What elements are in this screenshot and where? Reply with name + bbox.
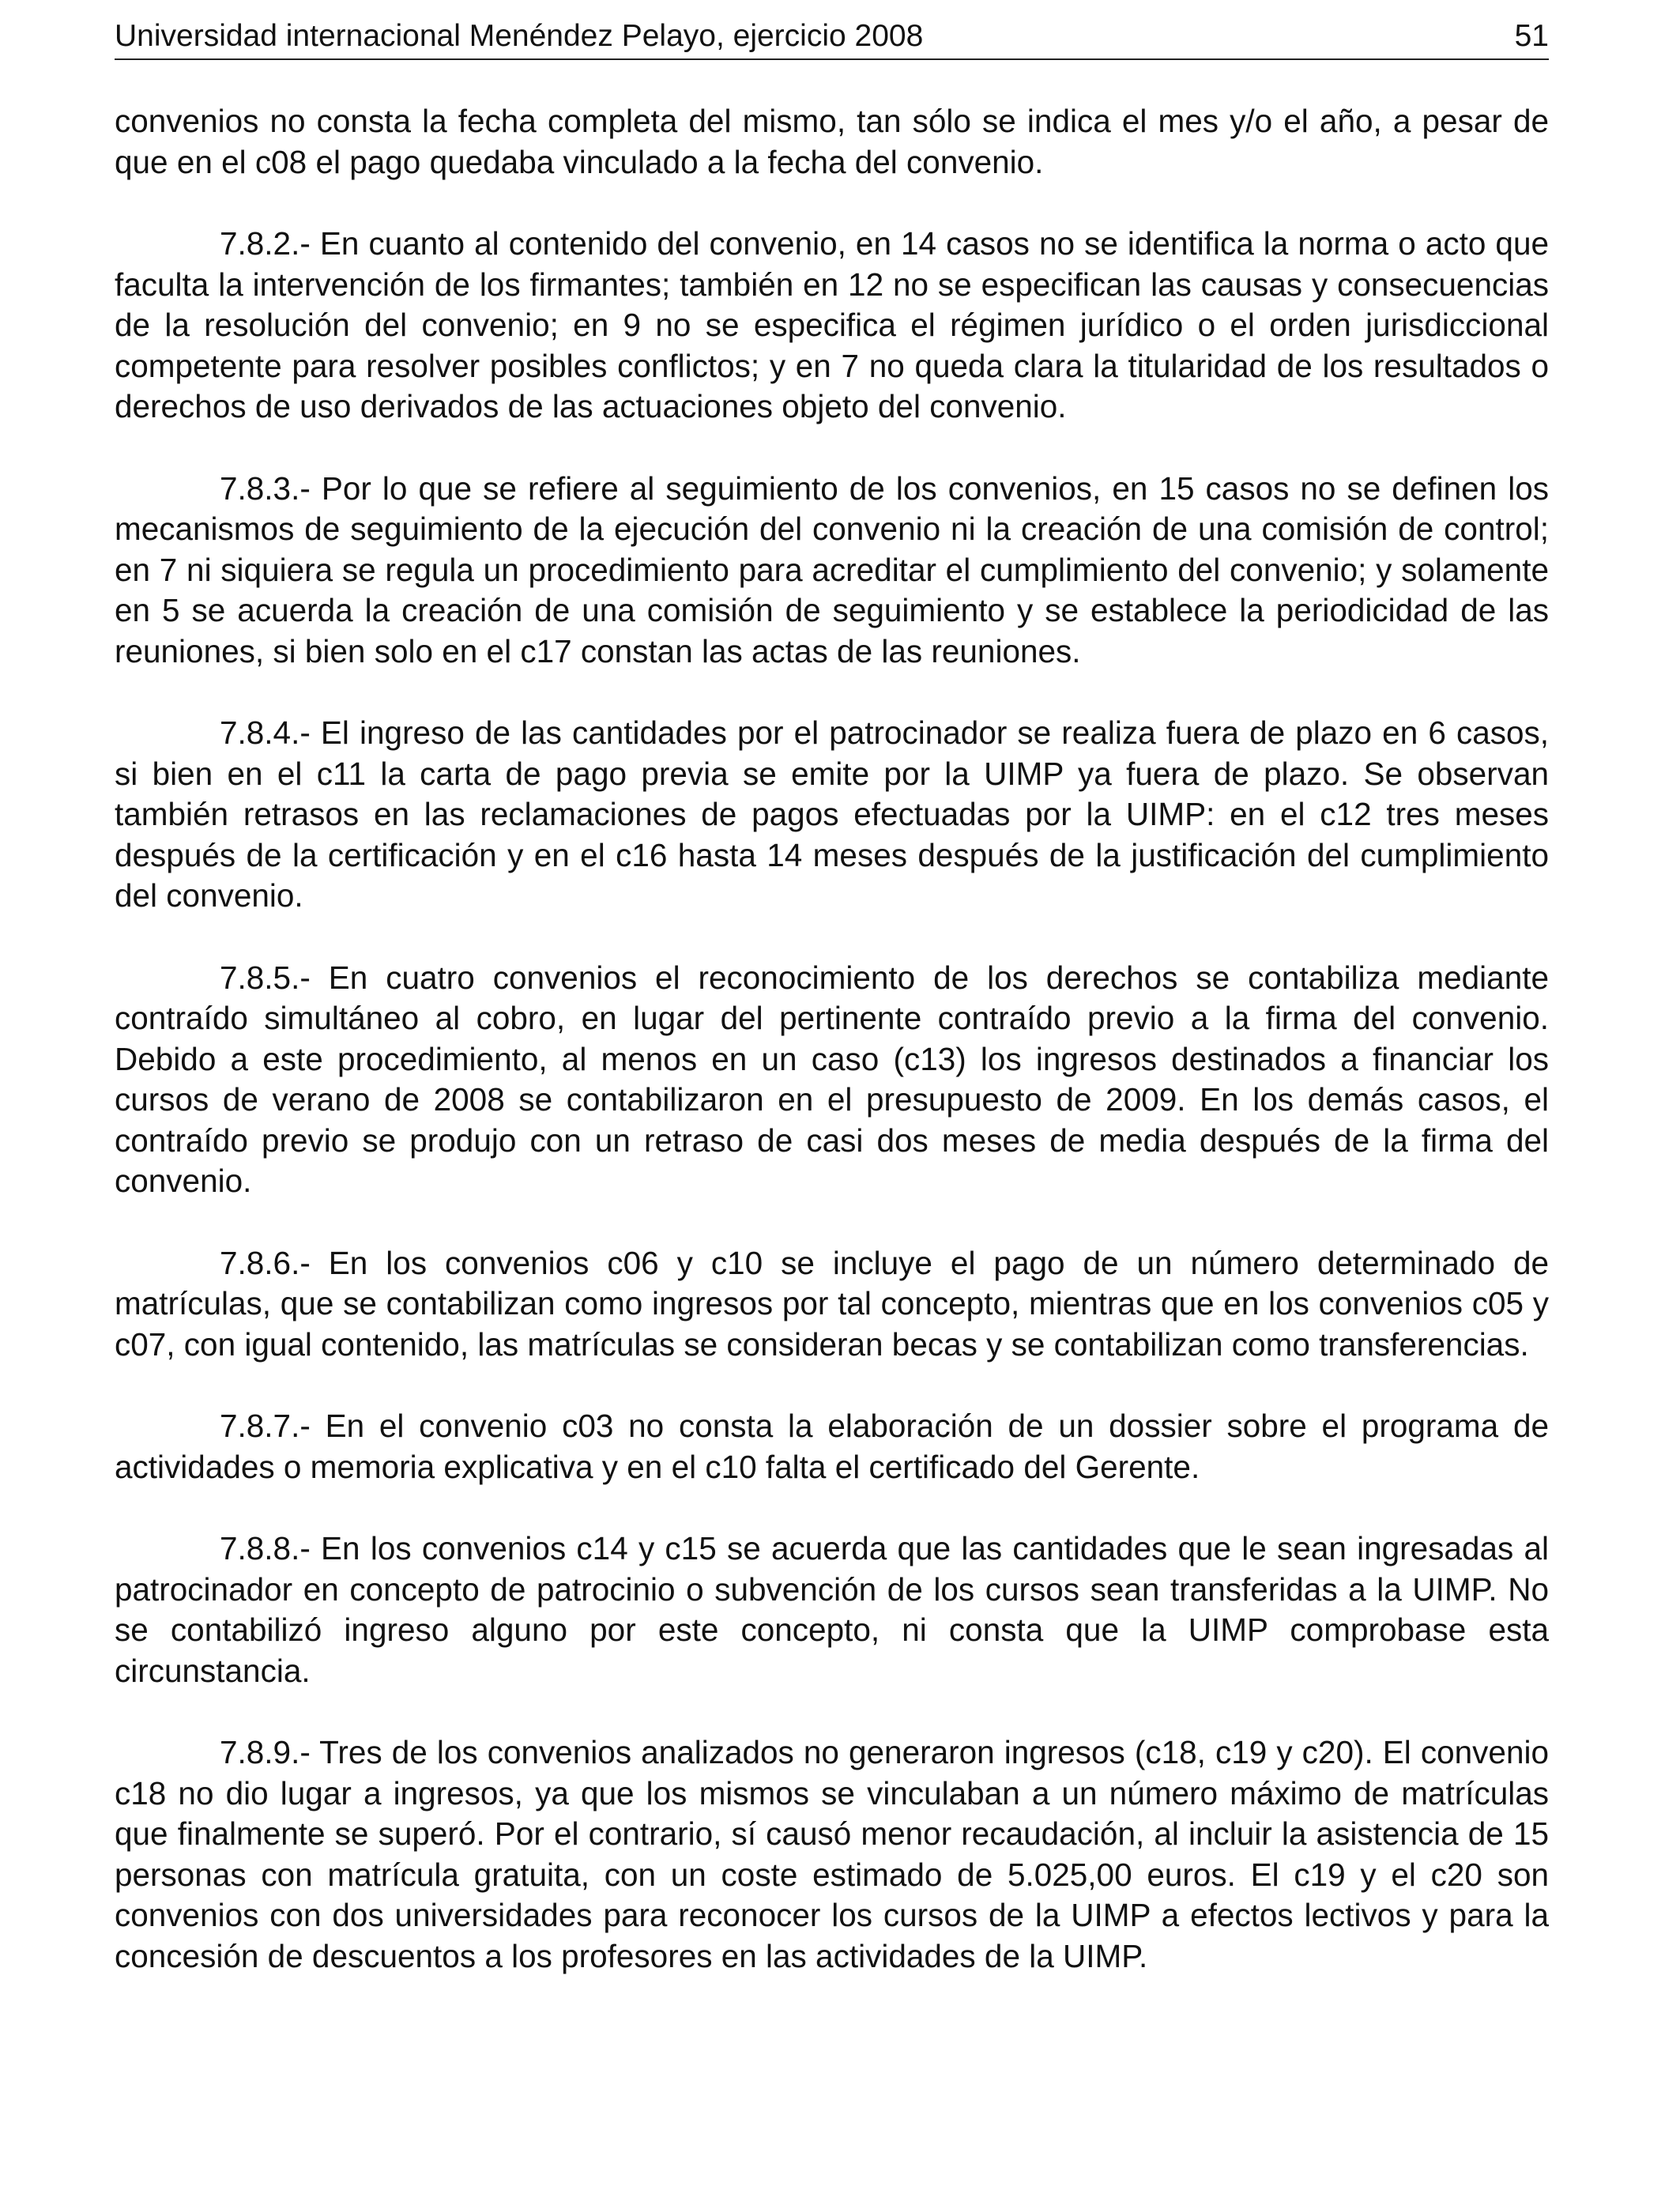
paragraph-7-8-8: 7.8.8.- En los convenios c14 y c15 se acuerda que las cantidades que le sean ingresadas al patrocinador en concepto de patrocinio o subvención de los cursos sean transferidas a la UIMP. No se contabilizó ingreso alguno por este concepto, ni consta que la UIMP comprobase esta circunstancia. (115, 1530, 1549, 1689)
page-number: 51 (1514, 19, 1549, 53)
paragraph-7-8-9: 7.8.9.- Tres de los convenios analizados no generaron ingresos (c18, c19 y c20). El convenio c18 no dio lugar a ingresos, ya que los mismos se vinculaban a un número máximo de matrículas que finalmente se superó. Por el contrario, sí causó menor recaudación, al incluir la asistencia de 15 personas con matrícula gratuita, con un coste estimado de 5.025,00 euros. El c19 y el c20 son convenios con dos universidades para reconocer los cursos de la UIMP a efectos lectivos y para la concesión de descuentos a los profesores en las actividades de la UIMP. (115, 1734, 1549, 1974)
page-header (115, 17, 1549, 60)
paragraph-7-8-6: 7.8.6.- En los convenios c06 y c10 se incluye el pago de un número determinado de matrículas, que se contabilizan como ingresos por tal concepto, mientras que en los convenios c05 y c07, con igual contenido, las matrículas se consideran becas y se contabilizan como transferencias. (115, 1244, 1549, 1363)
header-title: Universidad internacional Menéndez Pelayo, ejercicio 2008 (115, 19, 924, 53)
paragraph-7-8-3: 7.8.3.- Por lo que se refiere al seguimiento de los convenios, en 15 casos no se definen los mecanismos de seguimiento de la ejecución del convenio ni la creación de una comisión de control; en 7 ni siquiera se regula un procedimiento para acreditar el cumplimiento del convenio; y solamente en 5 se acuerda la creación de una comisión de seguimiento y se establece la periodicidad de las reuniones, si bien solo en el c17 constan las actas de las reuniones. (115, 469, 1549, 669)
document-body (115, 101, 1549, 1977)
paragraph-7-8-2: 7.8.2.- En cuanto al contenido del convenio, en 14 casos no se identifica la norma o acto que faculta la intervención de los firmantes; también en 12 no se especifican las causas y consecuencias de la resolución del convenio; en 9 no se especifica el régimen jurídico o el orden jurisdiccional competente para resolver posibles conflictos; y en 7 no queda clara la titularidad de los resultados o derechos de uso derivados de las actuaciones objeto del convenio. (115, 225, 1549, 424)
paragraph-7-8-5: 7.8.5.- En cuatro convenios el reconocimiento de los derechos se contabiliza mediante contraído simultáneo al cobro, en lugar del pertinente contraído previo a la firma del convenio. Debido a este procedimiento, al menos en un caso (c13) los ingresos destinados a financiar los cursos de verano de 2008 se contabilizaron en el presupuesto de 2009. En los demás casos, el contraído previo se produjo con un retraso de casi dos meses de media después de la firma del convenio. (115, 959, 1549, 1199)
paragraph-7-8-7: 7.8.7.- En el convenio c03 no consta la elaboración de un dossier sobre el programa de actividades o memoria explicativa y en el c10 falta el certificado del Gerente. (115, 1408, 1549, 1485)
paragraph-continuation: convenios no consta la fecha completa del mismo, tan sólo se indica el mes y/o el año, a pesar de que en el c08 el pago quedaba vinculado a la fecha del convenio. (115, 103, 1549, 180)
paragraph-7-8-4: 7.8.4.- El ingreso de las cantidades por el patrocinador se realiza fuera de plazo en 6 casos, si bien en el c11 la carta de pago previa se emite por la UIMP ya fuera de plazo. Se observan también retrasos en las reclamaciones de pagos efectuadas por la UIMP: en el c12 tres meses después de la certificación y en el c16 hasta 14 meses después de la justificación del cumplimiento del convenio. (115, 714, 1549, 914)
